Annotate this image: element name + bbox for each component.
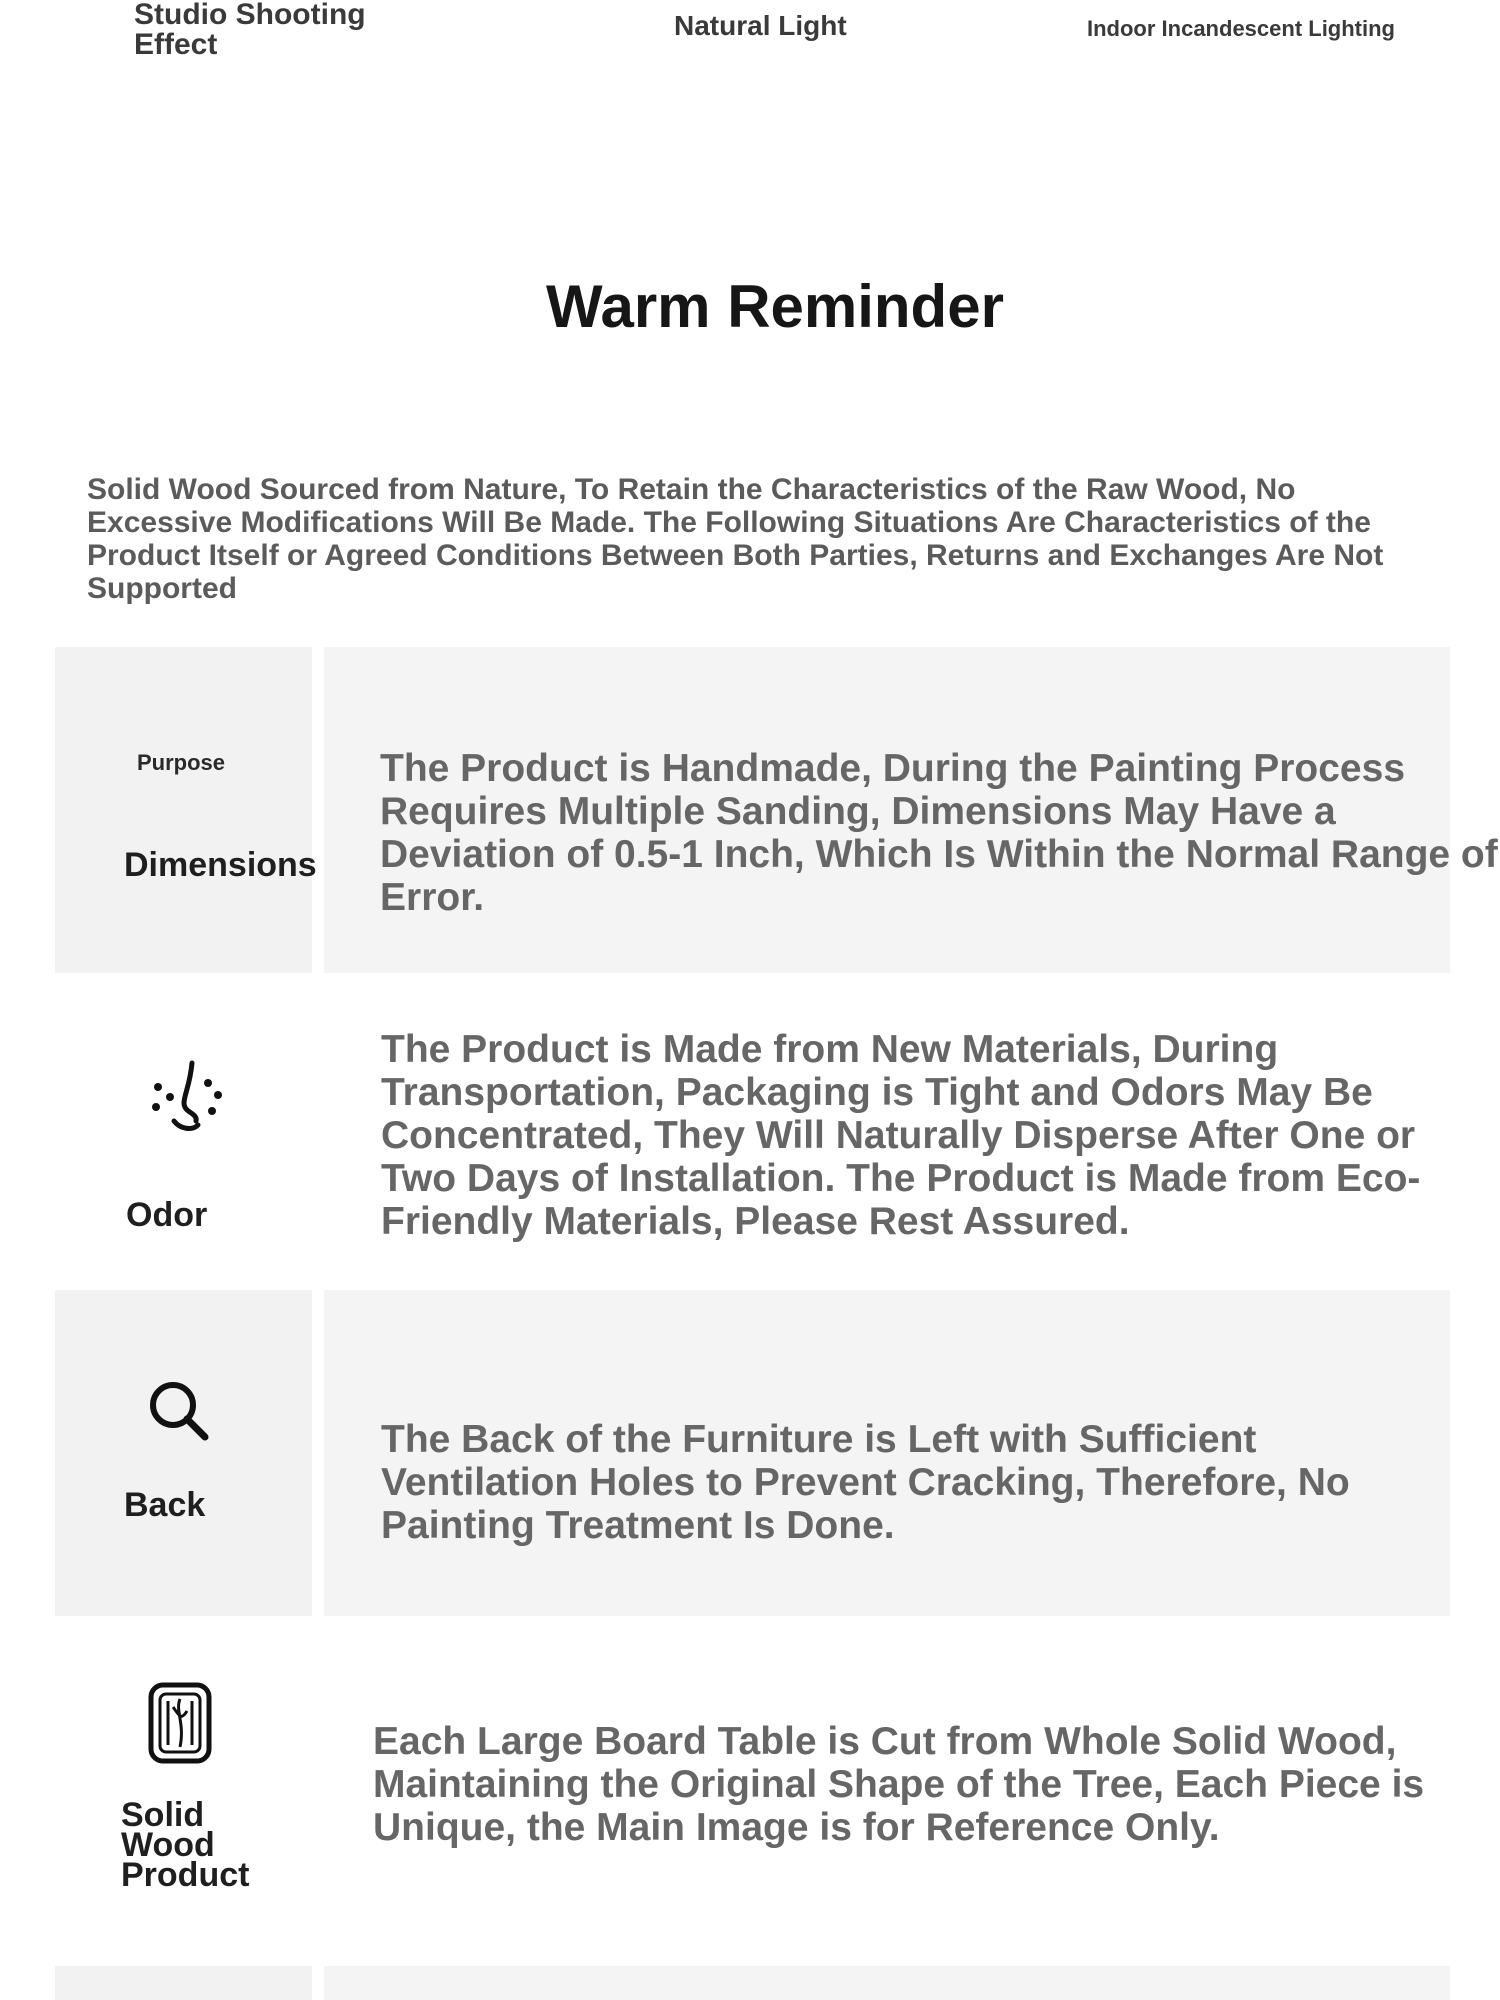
caption-natural-light: Natural Light xyxy=(674,10,847,41)
odor-label: Odor xyxy=(126,1196,208,1234)
reminder-row-odor xyxy=(55,1010,1450,1336)
magnifier-icon xyxy=(143,1375,213,1445)
intro-paragraph: Solid Wood Sourced from Nature, To Retain the Characteristics of the Raw Wood, No Excessive Modifications Will Be Made. The Following Situations Are Characteristics of the Product Itself or Agreed Conditions Between Both Parties, Returns and Exchanges Are Not Supported xyxy=(87,473,1384,605)
caption-indoor-lighting: Indoor Incandescent Lighting xyxy=(1087,16,1395,41)
back-label: Back xyxy=(124,1486,206,1524)
nose-icon xyxy=(140,1055,240,1145)
reminder-row-solid-wood xyxy=(55,1660,1450,1986)
row-label-panel xyxy=(55,647,312,973)
reminder-row-back xyxy=(55,1290,1450,1616)
reminder-row-dimensions xyxy=(55,647,1498,973)
row-label-panel xyxy=(55,1966,312,2000)
back-description: The Back of the Furniture is Left with Sufficient Ventilation Holes to Prevent Cracking, Therefore, No Painting Treatment Is Done. xyxy=(381,1418,1350,1547)
dimensions-description: The Product is Handmade, During the Painting Process Requires Multiple Sanding, Dimensions May Have a Deviation of 0.5-1 Inch, Which Is Within the Normal Range of Error. xyxy=(380,747,1498,919)
purpose-label: Purpose xyxy=(137,750,226,775)
row-description-panel xyxy=(324,1966,1450,2000)
solid-wood-description: Each Large Board Table is Cut from Whole Solid Wood, Maintaining the Original Shape of the Tree, Each Piece is Unique, the Main Image is for Reference Only. xyxy=(373,1720,1425,1849)
reminder-row-partial xyxy=(55,1966,1450,2000)
caption-studio-shooting-effect: Studio Shooting Effect xyxy=(134,0,366,61)
wood-grain-icon xyxy=(147,1681,213,1765)
page-title: Warm Reminder xyxy=(546,273,1004,340)
odor-description: The Product is Made from New Materials, During Transportation, Packaging is Tight and Odors May Be Concentrated, They Will Naturally Disperse After One or Two Days of Installation. The Product is Made from Eco-Friendly Materials, Please Rest Assured. xyxy=(381,1028,1421,1243)
dimensions-label: Dimensions xyxy=(124,846,317,884)
solid-wood-label: Solid Wood Product xyxy=(121,1796,250,1894)
row-label-panel xyxy=(55,1290,312,1616)
